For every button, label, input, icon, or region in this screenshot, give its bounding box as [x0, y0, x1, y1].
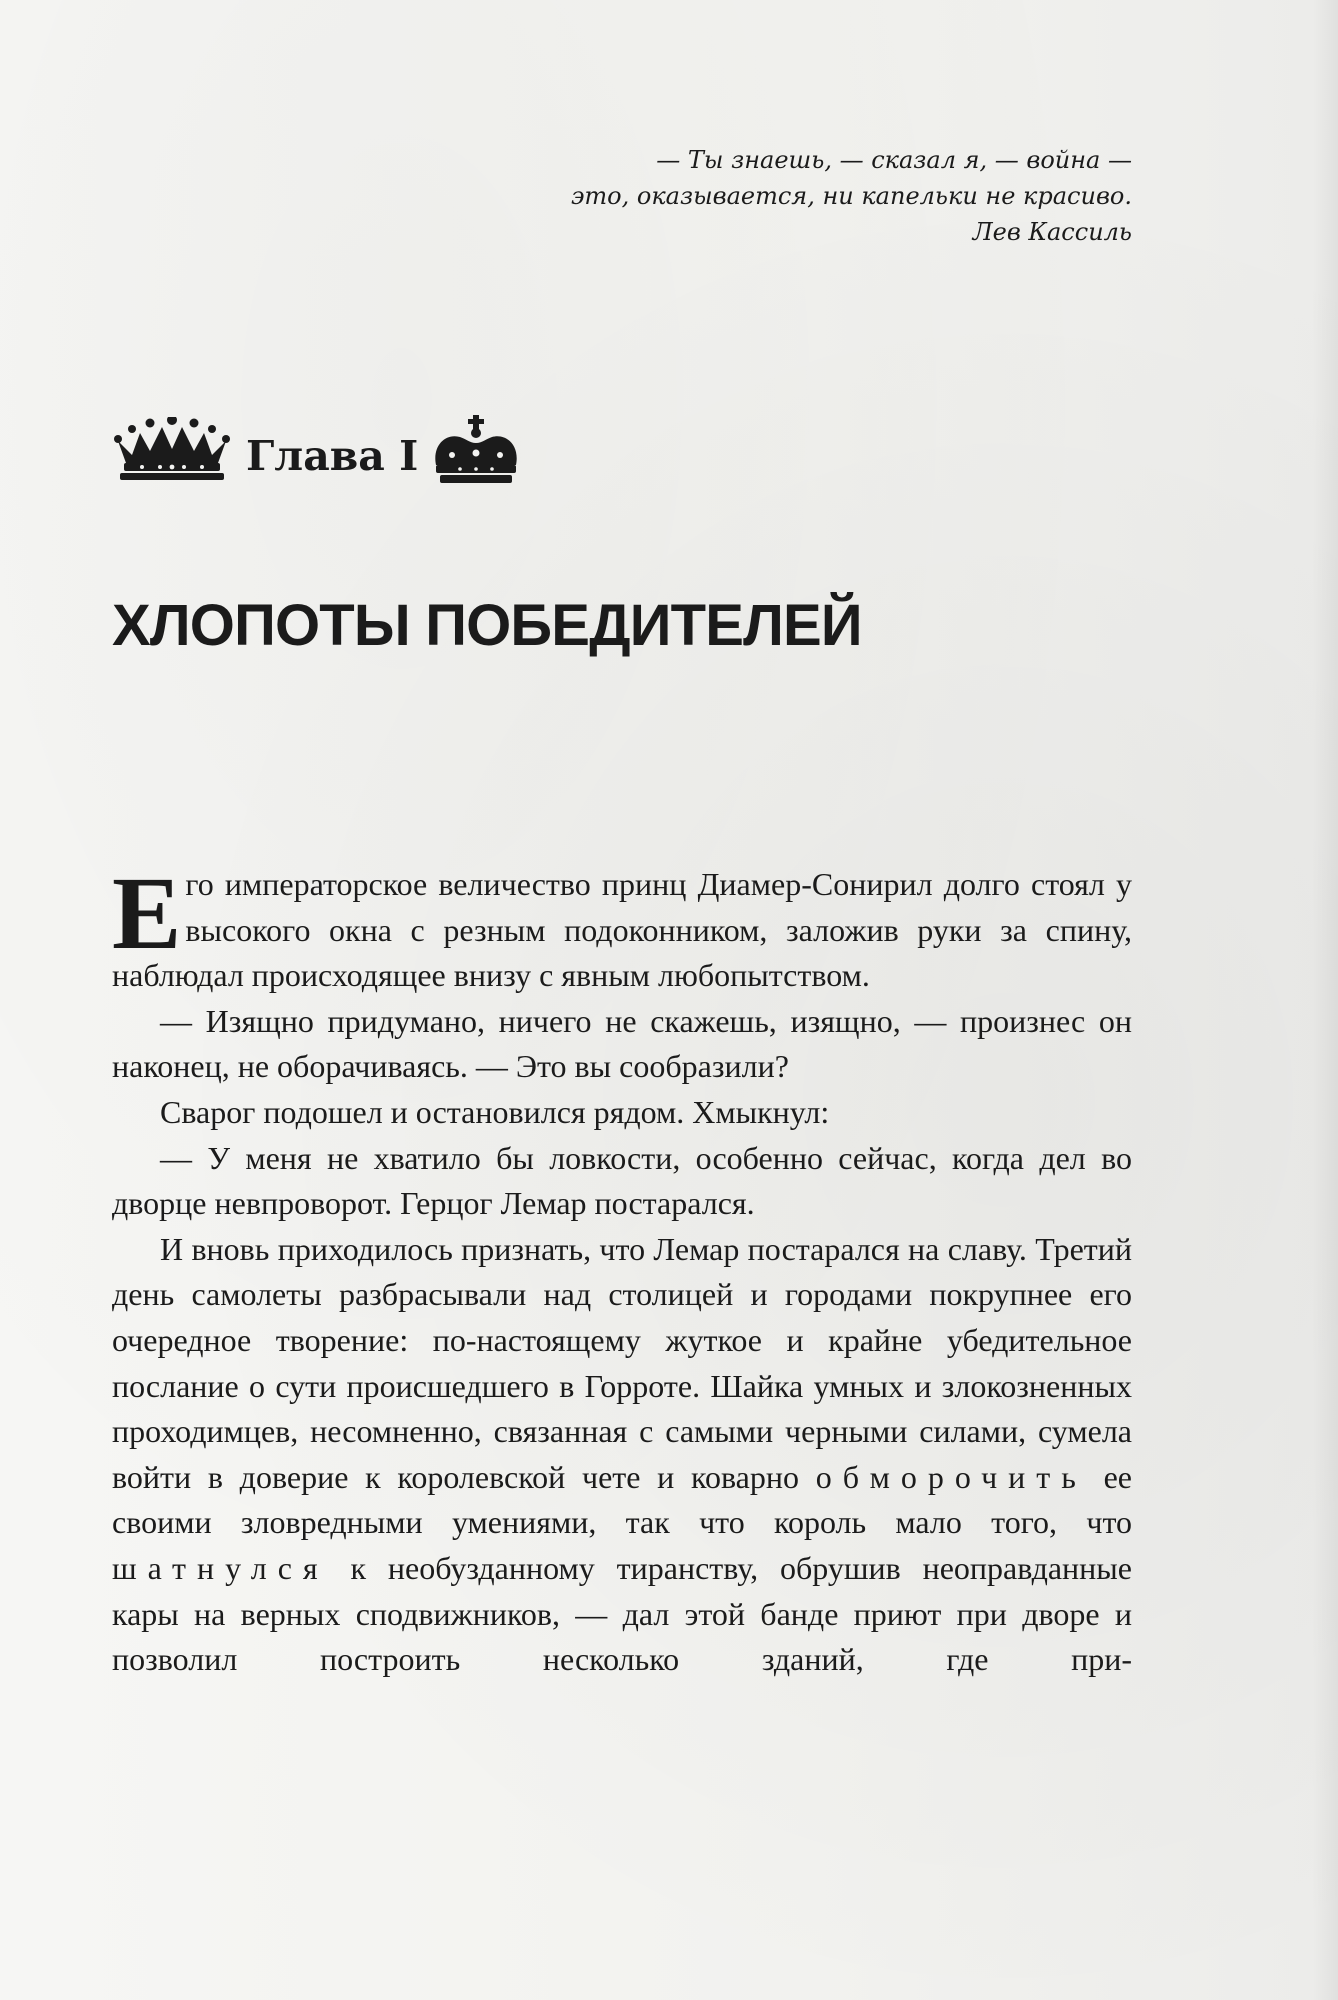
paragraph-5-text-c: к необузданному тиранству, обрушив неоправданные кары на верных сподвижников, — дал этой банде приют при дворе и позволил построить несколько зданий, где при-	[112, 1549, 1132, 1678]
paragraph-5-text-b: ее своими зловредными умениями, так что король мало того, что	[112, 1458, 1133, 1541]
epigraph	[432, 142, 1132, 250]
spaced-word-2: шатнулся	[112, 1549, 329, 1586]
chapter-title: ХЛОПОТЫ ПОБЕДИТЕЛЕЙ	[112, 593, 862, 658]
epigraph-line-2: это, оказывается, ни капельки не красиво.	[570, 182, 1132, 210]
paragraph-1-text: го императорское величество принц Диамер-Сонирил долго стоял у высокого окна с резным подоконником, заложив руки за спину, наблюдал происходящее внизу с явным любопытством.	[112, 866, 1132, 994]
crown-left-icon	[112, 417, 232, 483]
chapter-header	[112, 410, 522, 490]
paragraph-1	[112, 856, 1132, 999]
paragraph-2: — Изящно придумано, ничего не скажешь, изящно, — произнес он наконец, не оборачиваясь. — Это вы сообразили?	[112, 1002, 1132, 1085]
spaced-word-1: обморочить	[815, 1458, 1087, 1495]
paragraph-5	[112, 1227, 1132, 1683]
epigraph-author: Лев Кассиль	[972, 218, 1132, 246]
chapter-label: Глава I	[246, 432, 419, 480]
page-edge-shadow	[1312, 0, 1338, 2000]
crown-right-icon	[430, 415, 522, 485]
body-text	[112, 856, 1133, 1683]
paragraph-4: — У меня не хватило бы ловкости, особенно сейчас, когда дел во дворце невпроворот. Герцог Лемар постарался.	[112, 1139, 1132, 1222]
paragraph-3: Сварог подошел и остановился рядом. Хмыкнул:	[160, 1093, 830, 1130]
epigraph-line-1: — Ты знаешь, — сказал я, — война —	[656, 146, 1132, 174]
paragraph-5-text-a: И вновь приходилось признать, что Лемар постарался на славу. Третий день самолеты разбрасывали над столицей и городами покрупнее его очередное творение: по-настоящему жуткое и крайне убедительное послание о сути происшедшего в Горроте. Шайка умных и злокозненных проходимцев, несомненно, связанная с самыми черными силами, сумела войти в доверие к королевской чете и коварно	[112, 1230, 1132, 1495]
drop-cap: Е	[112, 856, 182, 971]
